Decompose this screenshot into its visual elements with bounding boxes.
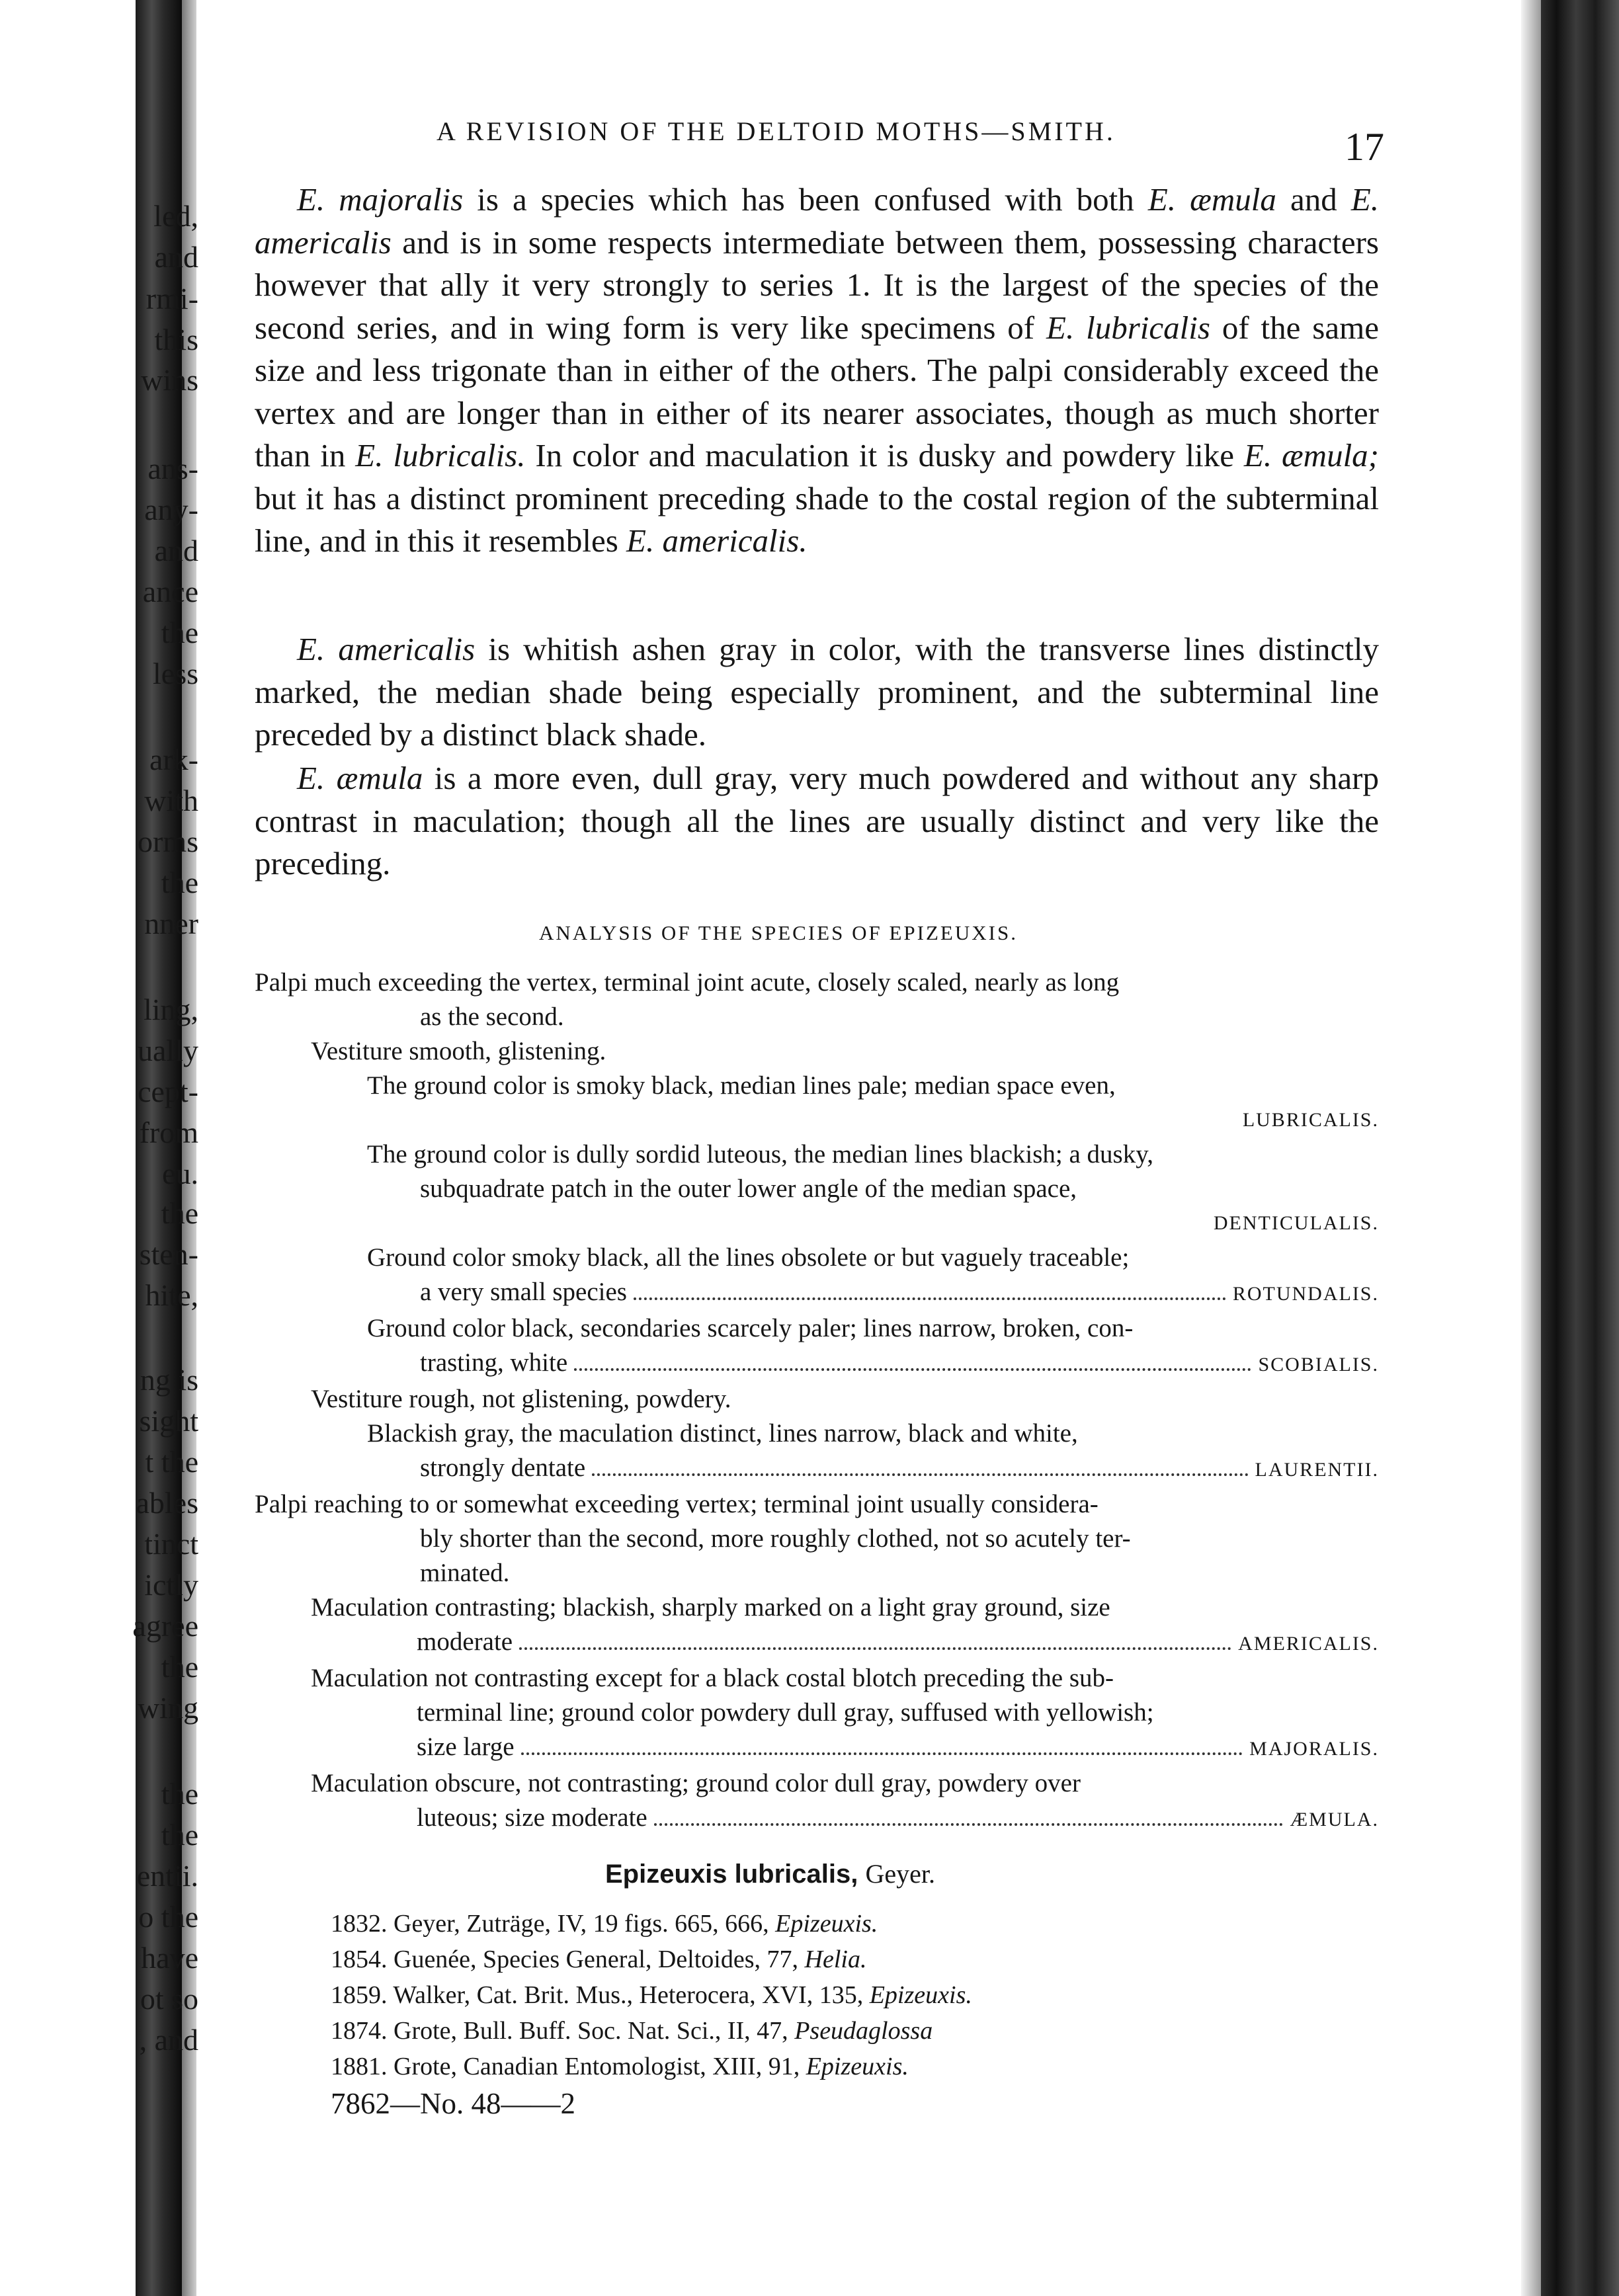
facing-page-fragment: the: [161, 1818, 198, 1852]
reference-genus: Epizeuxis.: [806, 2053, 909, 2080]
facing-page-fragment: nner: [144, 907, 198, 940]
facing-page-fragment: rmi-: [145, 282, 198, 315]
facing-page-fragment: t the: [145, 1445, 198, 1479]
facing-page-fragment: hite,: [145, 1278, 198, 1312]
facing-page-fragment: wing: [138, 1691, 198, 1725]
paragraph-aemula: [255, 757, 1379, 885]
paragraph-text: but it has a distinct prominent preceding shade to the costal region of the subterminal line, and in this it resembles: [255, 479, 1379, 559]
facing-page-fragment: o the: [138, 1900, 198, 1934]
reference-genus: Epizeuxis.: [869, 1981, 972, 2009]
reference-list: [331, 1906, 972, 2084]
reference-genus: Helia.: [804, 1946, 867, 1973]
reference-year: 1881.: [331, 2053, 394, 2080]
facing-page-fragment: ictly: [144, 1568, 198, 1602]
key-entry-laurentii: Blackish gray, the maculation distinct, lines narrow, black and white, strongly dentate LAURENTII.: [367, 1419, 1379, 1482]
facing-page-fragment: cept-: [138, 1075, 198, 1108]
facing-page-fragment: any-: [144, 493, 198, 526]
paragraph-text: is a more even, dull gray, very much powdered and without any sharp contrast in maculation; though all the lines are usually distinct and very like the preceding.: [255, 760, 1379, 882]
facing-page-fragment: have: [141, 1941, 198, 1975]
species-name: E. majoralis: [297, 181, 464, 218]
reference-year: 1832.: [331, 1910, 394, 1938]
facing-page-fragment: sight: [139, 1404, 198, 1438]
key-entry-scobialis: Ground color black, secondaries scarcely paler; lines narrow, broken, con- trasting, white SCOBIALIS.: [367, 1314, 1379, 1377]
species-name: E. æmula: [1147, 181, 1276, 218]
reference-item: [331, 1906, 972, 1942]
paragraph-text: is a species which has been confused with both: [463, 181, 1148, 218]
page-edge: [1521, 0, 1541, 2296]
facing-page-fragment: ng is: [140, 1363, 198, 1397]
reference-genus: Epizeuxis.: [775, 1910, 878, 1938]
facing-page-fragment: ot so: [140, 1982, 198, 2016]
facing-page-fragment: orms: [138, 825, 198, 858]
facing-page-fragment: the: [161, 866, 198, 899]
key-couplet-a2: Palpi reaching to or somewhat exceeding vertex; terminal joint usually considera- bly shorter than the second, more roughly clothed, not so acutely ter- minated.: [255, 1490, 1131, 1587]
reference-genus: Pseudaglossa: [794, 2017, 933, 2045]
facing-page-fragment: less: [153, 657, 198, 690]
facing-page-fragment: the: [161, 1650, 198, 1684]
facing-page-fragment: with: [144, 784, 198, 817]
facing-page-fragment: and: [154, 534, 198, 567]
key-entry-majoralis: Maculation not contrasting except for a black costal blotch preceding the sub- terminal line; ground color powdery dull gray, suffused with yellowish; size large MAJORALIS.: [311, 1664, 1379, 1761]
species-name: E. americalis: [255, 181, 1379, 261]
reference-item: [331, 1942, 972, 1977]
paragraph-text: of the same size and less trigonate than in either of the others. The palpi considerably exceed the vertex and are longer than in either of its nearer associates, though as much shorter than in: [255, 309, 1379, 473]
species-name: E. lubricalis: [1046, 309, 1210, 346]
species-name: E. æmula;: [1243, 437, 1379, 473]
facing-page-fragment: from: [139, 1116, 198, 1149]
reference-item: [331, 2013, 972, 2049]
book-edge-shadow: [1541, 0, 1619, 2296]
species-name: E. americalis: [297, 631, 476, 667]
signature-mark: 7862—No. 48——2: [331, 2087, 575, 2120]
paragraph-majoralis: [255, 179, 1379, 563]
species-name: E. americalis.: [626, 522, 808, 559]
paragraph-text: is whitish ashen gray in color, with the transverse lines distinctly marked, the median shade being especially prominent, and the subterminal line preceded by a distinct black shade.: [255, 631, 1379, 753]
key-entry-rotundalis: Ground color smoky black, all the lines obsolete or but vaguely traceable; a very small species ROTUNDALIS.: [367, 1243, 1379, 1306]
facing-page-fragment: the: [161, 616, 198, 649]
reference-item: [331, 1977, 972, 2013]
reference-year: 1854.: [331, 1946, 394, 1973]
key-couplet-b2: Vestiture rough, not glistening, powdery.: [311, 1385, 731, 1413]
species-key: [255, 965, 1379, 1837]
facing-page-fragment: agree: [132, 1609, 198, 1643]
key-entry-americalis: Maculation contrasting; blackish, sharply marked on a light gray ground, size moderate AMERICALIS.: [311, 1593, 1379, 1656]
key-couplet-a1: Palpi much exceeding the vertex, terminal joint acute, closely scaled, nearly as long as the second.: [255, 968, 1120, 1031]
reference-text: Geyer, Zuträge, IV, 19 figs. 665, 666,: [394, 1910, 776, 1938]
facing-page-fragment: ans-: [147, 452, 198, 485]
key-entry-aemula: Maculation obscure, not contrasting; ground color dull gray, powdery over luteous; size moderate ÆMULA.: [311, 1769, 1379, 1832]
key-entry-denticulalis: The ground color is dully sordid luteous, the median lines blackish; a dusky, subquadrate patch in the outer lower angle of the median space, DENTICULALIS.: [367, 1140, 1379, 1234]
reference-text: Guenée, Species General, Deltoides, 77,: [394, 1946, 805, 1973]
facing-page-fragment: the: [161, 1196, 198, 1230]
reference-text: Walker, Cat. Brit. Mus., Heterocera, XVI, 135,: [393, 1981, 870, 2009]
reference-text: Grote, Canadian Entomologist, XIII, 91,: [394, 2053, 806, 2080]
facing-page-fragment: sten-: [139, 1237, 198, 1271]
species-name: E. lubricalis.: [355, 437, 526, 473]
facing-page-fragment: tinct: [144, 1527, 198, 1561]
paragraph-text: and is in some respects intermediate between them, possessing characters however that ally it very strongly to series 1. It is the largest of the species of the second series, and in wing form is very like specimens of: [255, 224, 1379, 346]
facing-page-fragment: led,: [153, 199, 198, 233]
analysis-title: ANALYSIS OF THE SPECIES OF EPIZEUXIS.: [539, 921, 1018, 944]
facing-page-fragment: ling,: [143, 993, 198, 1026]
facing-page-fragment: ance: [142, 575, 198, 608]
facing-page-fragment: and: [154, 240, 198, 274]
facing-page-fragment: this: [154, 323, 198, 356]
facing-page-fragment: , and: [139, 2023, 198, 2057]
key-entry-lubricalis: The ground color is smoky black, median lines pale; median space even, LUBRICALIS.: [367, 1071, 1379, 1131]
paragraph-text: In color and maculation it is dusky and powdery like: [525, 437, 1244, 473]
paragraph-text: and: [1276, 181, 1351, 218]
key-couplet-b1: Vestiture smooth, glistening.: [311, 1037, 606, 1065]
reference-text: Grote, Bull. Buff. Soc. Nat. Sci., II, 47,: [394, 2017, 795, 2045]
page-number: 17: [1345, 125, 1384, 169]
paragraph-americalis: [255, 628, 1379, 757]
running-header: A REVISION OF THE DELTOID MOTHS—SMITH.: [436, 116, 1116, 146]
facing-page-fragment: ables: [136, 1486, 198, 1520]
facing-page-fragment: eu.: [162, 1157, 198, 1190]
reference-item: [331, 2049, 972, 2084]
facing-page-fragment: ually: [138, 1034, 198, 1067]
facing-page-fragment: wins: [141, 363, 198, 397]
species-name: E. æmula: [297, 760, 423, 796]
facing-page-fragment: the: [161, 1777, 198, 1811]
reference-year: 1874.: [331, 2017, 394, 2045]
species-heading: Epizeuxis lubricalis, Geyer.: [605, 1859, 936, 1889]
reference-year: 1859.: [331, 1981, 394, 2009]
facing-page-fragment: entii.: [136, 1859, 198, 1893]
facing-page-fragment: ark-: [149, 743, 198, 776]
